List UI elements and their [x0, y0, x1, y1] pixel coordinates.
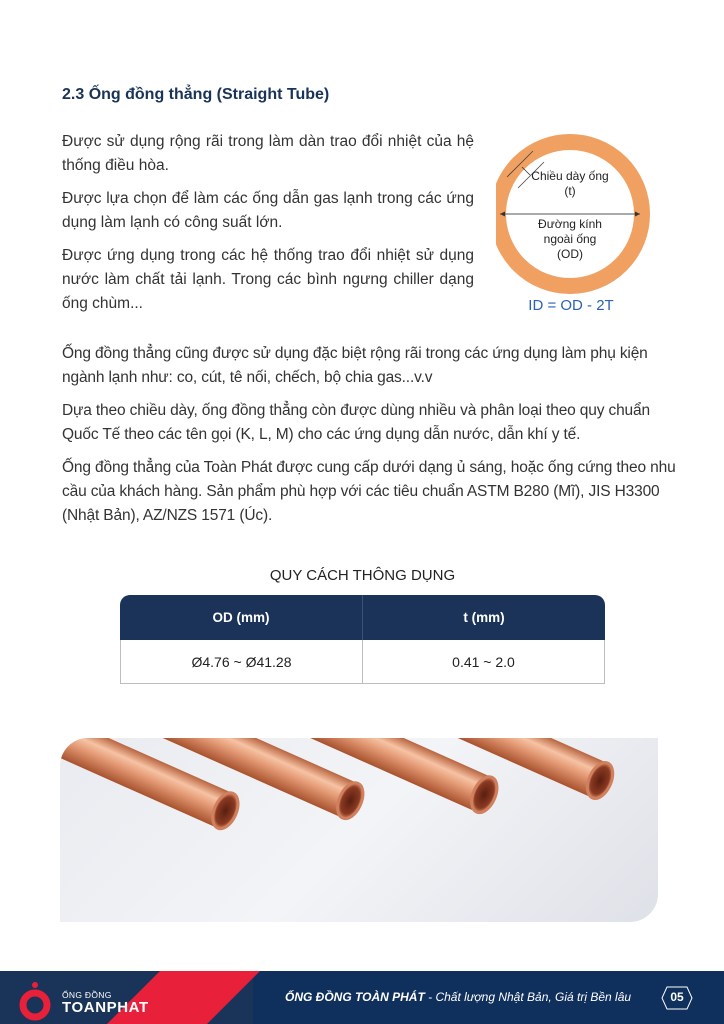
copper-tubes-illustration	[60, 738, 658, 922]
logo-subtitle: ỐNG ĐỒNG	[62, 990, 112, 1000]
spec-table	[120, 595, 605, 684]
id-formula: ID = OD - 2T	[528, 297, 614, 314]
logo-wordmark: TOANPHAT	[62, 999, 149, 1016]
table-row	[120, 640, 605, 684]
tube-ring-icon	[496, 125, 668, 295]
body-paragraph: Dựa theo chiều dày, ống đồng thẳng còn được dùng nhiều và phân loại theo quy chuẩn Quốc Tế theo các tên gọi (K, L, M) cho các ứng dụng dẫn nước, dẫn khí y tế.	[62, 402, 650, 443]
body-text-block	[62, 342, 682, 537]
tube-cross-section-diagram	[496, 125, 668, 325]
footer-tagline: ỐNG ĐỒNG TOÀN PHÁT - Chất lượng Nhật Bản, Giá trị Bền lâu	[285, 990, 632, 1004]
footer-red-stripe	[107, 971, 260, 1024]
page-number: 05	[670, 990, 684, 1004]
intro-paragraph: Được lựa chọn để làm các ống dẫn gas lạnh trong các ứng dụng làm lạnh có công suất lớn.	[62, 190, 474, 231]
column-header-thickness: t (mm)	[463, 610, 505, 625]
page-footer	[0, 971, 724, 1024]
section-title: 2.3 Ống đồng thẳng (Straight Tube)	[62, 86, 330, 103]
table-header-row	[120, 595, 605, 640]
table-caption: QUY CÁCH THÔNG DỤNG	[269, 567, 456, 584]
intro-text-block	[62, 130, 474, 325]
copper-tubes-photo	[60, 738, 658, 922]
cell-od-range: Ø4.76 ~ Ø41.28	[121, 640, 363, 683]
outer-diameter-label: Đường kính ngoài ống (OD)	[538, 217, 602, 261]
intro-paragraph: Được ứng dụng trong các hệ thống trao đổi nhiệt sử dụng nước làm chất tải lạnh. Trong các bình ngưng chiller dạng ống chùm...	[62, 247, 474, 312]
page-number-badge	[661, 986, 693, 1010]
toanphat-logo-icon	[18, 981, 52, 1021]
body-paragraph: Ống đồng thẳng của Toàn Phát được cung cấp dưới dạng ủ sáng, hoặc ống cứng theo nhu cầu của khách hàng. Sản phẩm phù hợp với các tiêu chuẩn ASTM B280 (Mĩ), JIS H3300 (Nhật Bản), AZ/NZS 1571 (Úc).	[62, 459, 676, 524]
cell-thickness-range: 0.41 ~ 2.0	[452, 653, 515, 670]
thickness-label: Chiều dày ống (t)	[531, 169, 609, 198]
column-header-od: OD (mm)	[120, 595, 363, 640]
body-paragraph: Ống đồng thẳng cũng được sử dụng đặc biệt rộng rãi trong các ứng dụng làm phụ kiện ngành lạnh như: co, cút, tê nối, chếch, bộ chia gas...v.v	[62, 345, 648, 386]
intro-paragraph: Được sử dụng rộng rãi trong làm dàn trao đổi nhiệt của hệ thống điều hòa.	[62, 133, 474, 174]
